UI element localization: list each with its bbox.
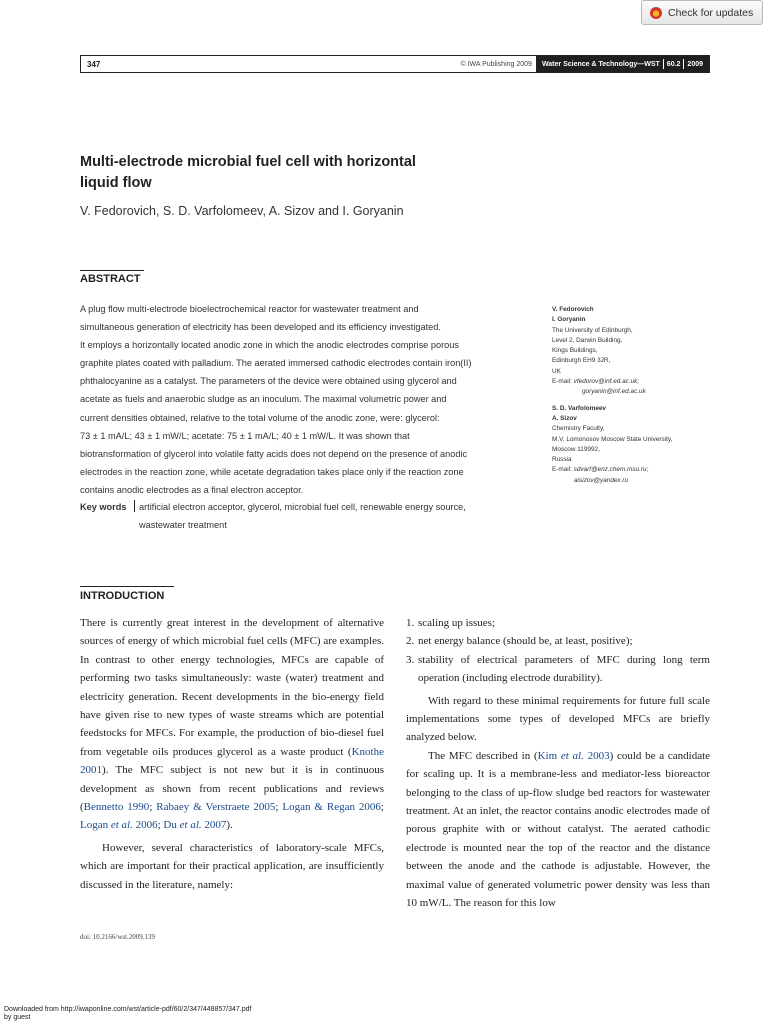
citation-link[interactable]: Bennetto 1990 <box>83 801 150 814</box>
requirements-list <box>406 614 710 688</box>
affiliation-address: Kings Buildings, <box>552 347 598 355</box>
doi: doi: 10.2166/wst.2009.139 <box>80 933 156 941</box>
affiliation-name: S. D. Varfolomeev <box>552 404 606 412</box>
abstract-line: contains anodic electrodes as a final electron acceptor. <box>80 484 304 495</box>
journal-volume: 60.2 <box>666 60 681 68</box>
list-item: 2. net energy balance (should be, at least, positive); <box>406 635 633 648</box>
journal-name: Water Science & Technology—WST <box>541 60 660 68</box>
divider <box>683 59 684 69</box>
citation-link[interactable]: Logan et al. 2006 <box>80 819 158 832</box>
email-link[interactable]: aisizov@yandex.ru <box>574 476 629 484</box>
abstract-line: current densities obtained, relative to the total volume of the anodic zone, were: glycerol: <box>80 412 440 423</box>
title-line: Multi-electrode microbial fuel cell with horizontal <box>80 154 416 170</box>
abstract-line: A plug flow multi-electrode bioelectrochemical reactor for wastewater treatment and <box>80 304 419 314</box>
email-label: E-mail: <box>552 378 574 386</box>
affiliation-address: UK <box>552 367 561 375</box>
email-link[interactable]: vfedorov@inf.ed.ac.uk; <box>573 378 640 386</box>
abstract-line: phthalocyanine as a catalyst. The parameters of the device were obtained using glycerol and <box>80 376 457 387</box>
abstract-line: simultaneous generation of electricity has been developed and its efficiency investigated. <box>80 322 441 333</box>
section-heading: INTRODUCTION <box>80 590 165 602</box>
citation-link[interactable]: Rabaey & Verstraete 2005 <box>156 801 276 814</box>
right-column <box>406 614 710 913</box>
divider <box>134 500 135 512</box>
affiliation-address: The University of Edinburgh, <box>552 326 633 334</box>
email-label: E-mail: <box>552 466 574 474</box>
citation-link[interactable]: Logan & Regan 2006 <box>282 801 381 814</box>
page-number: 347 <box>87 59 101 69</box>
abstract-line: 73 ± 1 mA/L; 43 ± 1 mW/L; acetate: 75 ± 1 mA/L; 40 ± 1 mW/L. It was shown that <box>80 430 410 441</box>
publisher-notice: © IWA Publishing 2009 <box>460 60 532 68</box>
affiliation-address: Chemistry Faculty, <box>552 425 605 433</box>
list-item: 1. scaling up issues; <box>406 617 495 629</box>
abstract-line: electrodes in the reaction zone, while acetate degradation takes place only if the reaction zone <box>80 466 464 477</box>
citation-link[interactable]: Knothe 2001 <box>80 745 384 777</box>
citation-link[interactable]: Kim et al. 2003 <box>537 749 610 762</box>
citation-link[interactable]: Du et al. 2007 <box>163 819 227 832</box>
affiliation-address: M.V. Lomonosov Moscow State University, <box>552 435 673 443</box>
journal-year: 2009 <box>687 60 703 68</box>
affiliation-name: I. Goryanin <box>552 316 586 324</box>
affiliation-address: Moscow 119992, <box>552 445 600 453</box>
abstract-line: acetate as fuels and anaerobic sludge as an inoculum. The maximal volumetric power and <box>80 394 447 405</box>
keywords <box>80 498 540 534</box>
list-item: 3. stability of electrical parameters of MFC during long term operation (including electrode durability). <box>406 653 710 685</box>
divider <box>663 59 664 69</box>
paragraph: The MFC described in (Kim et al. 2003) could be a candidate for scaling up. It is a membrane-less and mediator-less bioreactor belonging to the class of up-flow sludge bed reactors for wastewater treatment. At an inlet, the reactor contains anodic electrodes made of porous graphite with or without catalyst. The aerated cathodic electrode is mounted near the top of the reactor and the distance between the anode and the cathode is adjustable. However, the maximal value of generated volumetric power density was less than 10 mW/L. The reason for this low <box>406 749 711 910</box>
affiliation-address: Level 2, Darwin Building, <box>552 336 623 344</box>
affiliation-name: A. Sizov <box>552 414 577 422</box>
divider <box>80 270 144 271</box>
abstract-line: It employs a horizontally located anodic zone in which the anodic electrodes comprise porous <box>80 340 459 351</box>
journal-banner <box>536 56 709 72</box>
keywords-list: artificial electron acceptor, glycerol, microbial fuel cell, renewable energy source, <box>139 502 466 512</box>
paragraph: With regard to these minimal requirements for future full scale implementations some types of developed MFCs are briefly analyzed below. <box>406 694 710 744</box>
article-title <box>80 152 500 194</box>
author-list: V. Fedorovich, S. D. Varfolomeev, A. Sizov and I. Goryanin <box>80 204 404 218</box>
journal-header <box>80 55 710 73</box>
abstract-body <box>80 300 530 499</box>
affiliation-name: V. Fedorovich <box>552 306 594 313</box>
check-for-updates-label: Check for updates <box>668 6 754 19</box>
keywords-list-continued: wastewater treatment <box>139 520 227 530</box>
abstract-line: graphite plates coated with palladium. The aerated immersed cathodic electrodes contain iron(II) <box>80 358 472 369</box>
left-column <box>80 614 384 894</box>
paragraph: There is currently great interest in the development of alternative sources of energy of which microbial fuel cells (MFC) are examples. In contrast to other energy technologies, MFCs are capable of performing two tasks simultaneously: waste (water) treatment and electricity generation. Recent developments in the bio-energy field have given rise to new types of waste streams which are potential feedstocks for MFCs. For example, the production of bio-diesel fuel from vegetable oils produces glycerol as a waste product (Knothe 2001). The MFC subject is not new but it is in continuous development as shown from recent publications and reviews (Bennetto 1990; Rabaey & Verstraete 2005; Logan & Regan 2006; Logan et al. 2006; Du et al. 2007). <box>80 617 384 832</box>
download-url: Downloaded from http://iwaponline.com/wst/article-pdf/60/2/347/448857/347.pdf <box>4 1006 252 1013</box>
abstract-line: biotransformation of glycerol into volatile fatty acids does not depend on the presence of anodic <box>80 448 468 459</box>
title-line: liquid flow <box>80 175 152 191</box>
email-link[interactable]: goryanin@inf.ed.ac.uk <box>582 388 646 396</box>
affiliation-address: Edinburgh EH9 3JR, <box>552 357 611 365</box>
affiliation-address: Russia <box>552 456 572 464</box>
affiliations <box>552 305 732 486</box>
crossmark-icon <box>650 7 662 19</box>
divider <box>80 586 174 587</box>
paragraph: However, several characteristics of laboratory-scale MFCs, which are important for their practical application, are insufficiently discussed in the literature, namely: <box>80 841 384 891</box>
abstract-heading: ABSTRACT <box>80 273 141 285</box>
check-for-updates-button[interactable] <box>641 0 763 25</box>
download-by: by guest <box>4 1014 31 1021</box>
download-note <box>4 1006 252 1022</box>
keywords-label: Key words <box>80 502 127 512</box>
email-link[interactable]: sdvarf@enz.chem.msu.ru; <box>573 466 649 474</box>
